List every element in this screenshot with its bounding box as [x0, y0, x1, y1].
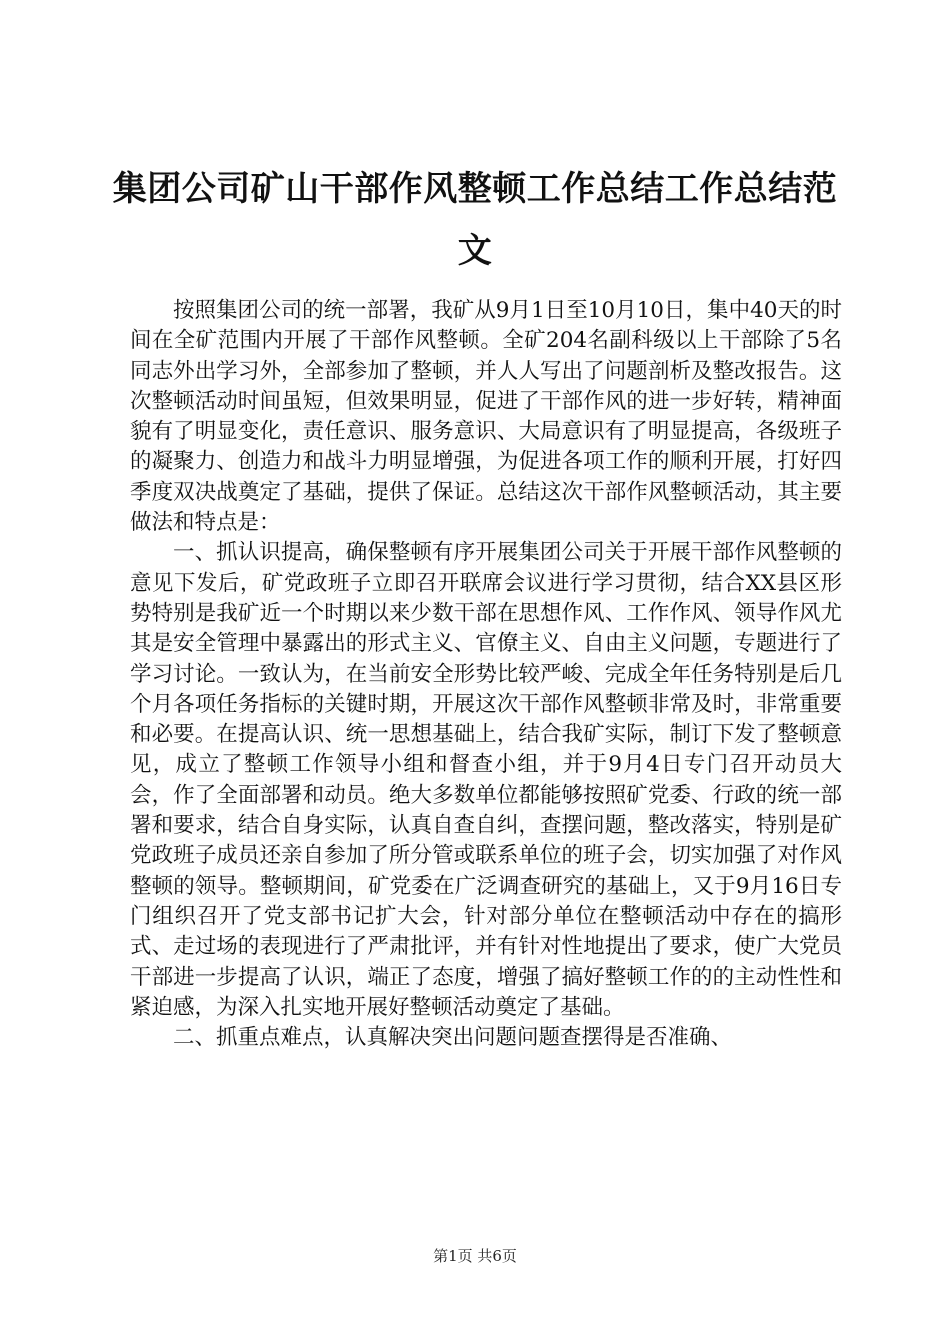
- document-title: 集团公司矿山干部作风整顿工作总结工作总结范文: [112, 169, 838, 271]
- paragraph-section-two: 二、抓重点难点，认真解决突出问题问题查摆得是否准确、: [173, 1025, 733, 1051]
- document-body: [130, 296, 842, 1053]
- page-number-footer: 第1页 共6页: [433, 1247, 517, 1265]
- paragraph-intro: 按照集团公司的统一部署，我矿从9月1日至10月10日，集中40天的时间在全矿范围内开展了干部作风整顿。全矿204名副科级以上干部除了5名同志外出学习外，全部参加了整顿，并人人写出了问题剖析及整改报告。这次整顿活动时间虽短，但效果明显，促进了干部作风的进一步好转，精神面貌有了明显变化，责任意识、服务意识、大局意识有了明显提高，各级班子的凝聚力、创造力和战斗力明显增强，为促进各项工作的顺利开展，打好四季度双决战奠定了基础，提供了保证。总结这次干部作风整顿活动，其主要做法和特点是：: [130, 298, 842, 536]
- paragraph-section-one: 一、抓认识提高，确保整顿有序开展集团公司关于开展干部作风整顿的意见下发后，矿党政班子立即召开联席会议进行学习贯彻，结合XX县区形势特别是我矿近一个时期以来少数干部在思想作风、工作作风、领导作风尤其是安全管理中暴露出的形式主义、官僚主义、自由主义问题，专题进行了学习讨论。一致认为，在当前安全形势比较严峻、完成全年任务特别是后几个月各项任务指标的关键时期，开展这次干部作风整顿非常及时，非常重要和必要。在提高认识、统一思想基础上，结合我矿实际，制订下发了整顿意见，成立了整顿工作领导小组和督查小组，并于9月4日专门召开动员大会，作了全面部署和动员。绝大多数单位都能够按照矿党委、行政的统一部署和要求，结合自身实际，认真自查自纠，查摆问题，整改落实，特别是矿党政班子成员还亲自参加了所分管或联系单位的班子会，切实加强了对作风整顿的领导。整顿期间，矿党委在广泛调查研究的基础上，又于9月16日专门组织召开了党支部书记扩大会，针对部分单位在整顿活动中存在的搞形式、走过场的表现进行了严肃批评，并有针对性地提出了要求，使广大党员干部进一步提高了认识，端正了态度，增强了搞好整顿工作的的主动性性和紧迫感，为深入扎实地开展好整顿活动奠定了基础。: [130, 540, 842, 1020]
